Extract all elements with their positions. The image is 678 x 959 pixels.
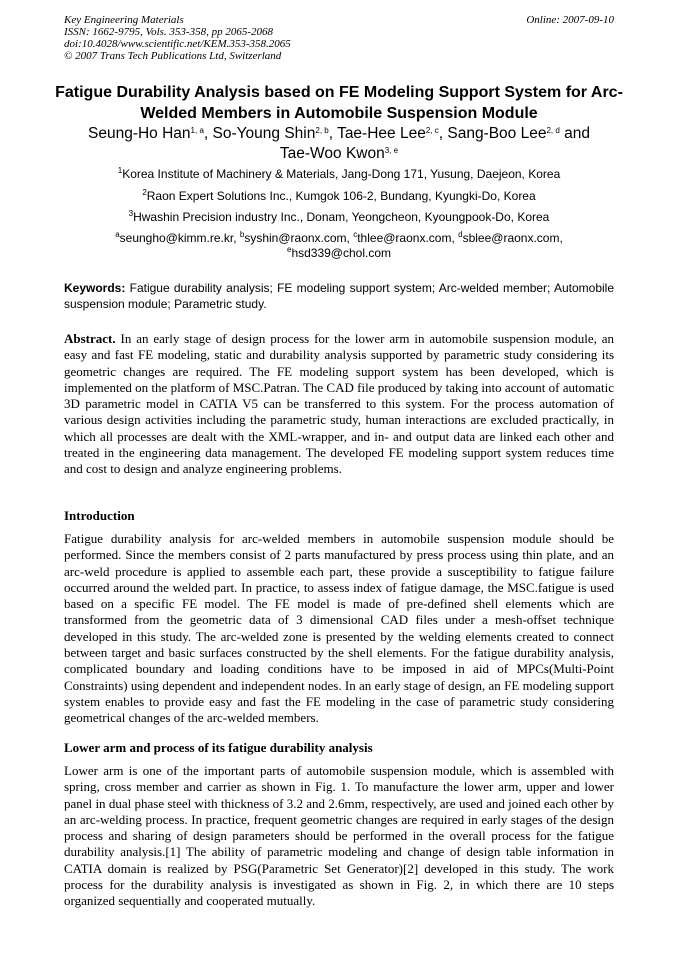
author-sup: 2, c [425,126,439,135]
section-heading: Introduction [64,508,135,523]
affiliation: $^2$Raon Expert Solutions Inc., Kumgok 106-2, Bundang, Kyungki-Do, Korea [142,188,536,203]
paper-title: Fatigue Durability Analysis based on FE Modeling Support System for Arc-Welded Members in Automobile Suspension Module [55,84,623,122]
author-sup: 2, b [315,126,329,135]
author: Seung-Ho Han [88,125,191,142]
affiliation: $^1$Korea Institute of Machinery & Materials, Jang-Dong 171, Yusung, Daejeon, Korea [117,166,561,181]
section-text: Lower arm is one of the important parts of automobile suspension module, which is assembled with spring, cross member and carrier as shown in Fig. 1. To manufacture the lower arm, upper and lower panel in dual phase steel with thickness of 3.2 and 2.6mm, respectively, are used and joined each other by an arc-welding process. In practice, frequent geometric changes are required in early stages of the design process and sharing of design parameters should be performed in the overall process for the fatigue durability analysis.[1] The ability of parametric modeling and change of design table information in CATIA domain is realized by PSG(Parametric Set Generator)[2] developed in this study. The work process for the durability analysis is investigated as shown in Fig. 2, in which there are 10 steps organized sequentially and cooperated mutually. [64,763,614,909]
journal-name: Key Engineering Materials [64,14,184,26]
affiliation: $^3$Hwashin Precision industry Inc., Donam, Yeongcheon, Kyoungpook-Do, Korea [128,209,550,224]
author-sup: 2, d [546,126,560,135]
author: So-Young Shin [212,125,316,142]
copyright: © 2007 Trans Tech Publications Ltd, Switzerland [64,50,282,62]
author: Tae-Woo Kwon [279,145,385,162]
author: Tae-Hee Lee [337,125,426,142]
email: syshin@raonx.com, [244,231,354,245]
author-sup: 1, a [190,126,204,135]
email: hsd339@chol.com [291,246,392,260]
abstract-label: Abstract. [64,331,116,346]
abstract-text: In an early stage of design process for the lower arm in automobile suspension module, an easy and fast FE modeling, static and durability analysis supported by parametric study considering its geometric changes are required. The FE modeling support system has been developed, which is implemented on the platform of MSC.Patran. The CAD file produced by taking into account of automatic 3D parametric model in CATIA V5 can be transferred to this system. For the process automation of various design activities including the parametric study, human interactions are excluded practically, in which all processes are dealt with the XML-wrapper, and in- and output data are linked each other and treated in the engineering data management. The developed FE modeling support system reduces time and cost to design and analyze engineering problems. [64,331,615,477]
keywords-text: Fatigue durability analysis; FE modeling support system; Arc-welded member; Automobile suspension module; Parametric study. [64,281,614,311]
online-date: Online: 2007-09-10 [526,14,614,26]
email: seungho@kimm.re.kr, [119,231,240,245]
section-heading: Lower arm and process of its fatigue durability analysis [64,740,373,755]
keywords-label: Keywords: [64,281,126,295]
email: thlee@raonx.com, [357,231,459,245]
journal-header [64,14,291,62]
abstract [64,331,614,478]
author: Sang-Boo Lee [447,125,547,142]
keywords [64,280,614,312]
and-text: and [564,125,590,142]
section-text: Fatigue durability analysis for arc-welded members in automobile suspension module should be performed. Since the members consist of 2 parts manufactured by press process using thin plate, and an arc-weld procedure is applied to assemble each part, these provide a susceptibility to fatigue failure occurred around the welded part. In practice, to assess index of fatigue damage, the MSC.fatigue is used based on a specific FE model. The FE model is made of pre-defined shell elements which are transformed from the geometric data of 3 dimensional CAD files under a mesh-offset technique developed in this study. The arc-welded zone is presented by the welding elements created to connect between target and basic surfaces constructed by the shell elements. For the fatigue durability analysis, complicated boundary and loading conditions have to be imposed in aid of MPCs(Multi-Point Constraints) using dependent and independent nodes. In an early stage of design, an FE modeling support system enables to provide easy and fast the FE modeling in the case of parametric study considering geometrical changes of the arc-welded members. [64,531,614,726]
doi: doi:10.4028/www.scientific.net/KEM.353-358.2065 [64,38,291,50]
email: sblee@raonx.com, [462,231,563,245]
emails: $^a$seungho@kimm.re.kr, $^b$syshin@raonx.com, $^c$thlee@raonx.com, $^d$sblee@raonx.com, $^e$hsd339@chol.com [115,230,563,260]
issn: ISSN: 1662-9795, Vols. 353-358, pp 2065-2068 [64,26,273,38]
authors: Seung-Ho Han$^{1, a}$, So-Young Shin$^{2, b}$, Tae-Hee Lee$^{2, c}$, Sang-Boo Lee$^{2, d}$ and Tae-Woo Kwon$^{3, e}$ [88,125,590,162]
author-sup: 3, e [384,146,399,155]
